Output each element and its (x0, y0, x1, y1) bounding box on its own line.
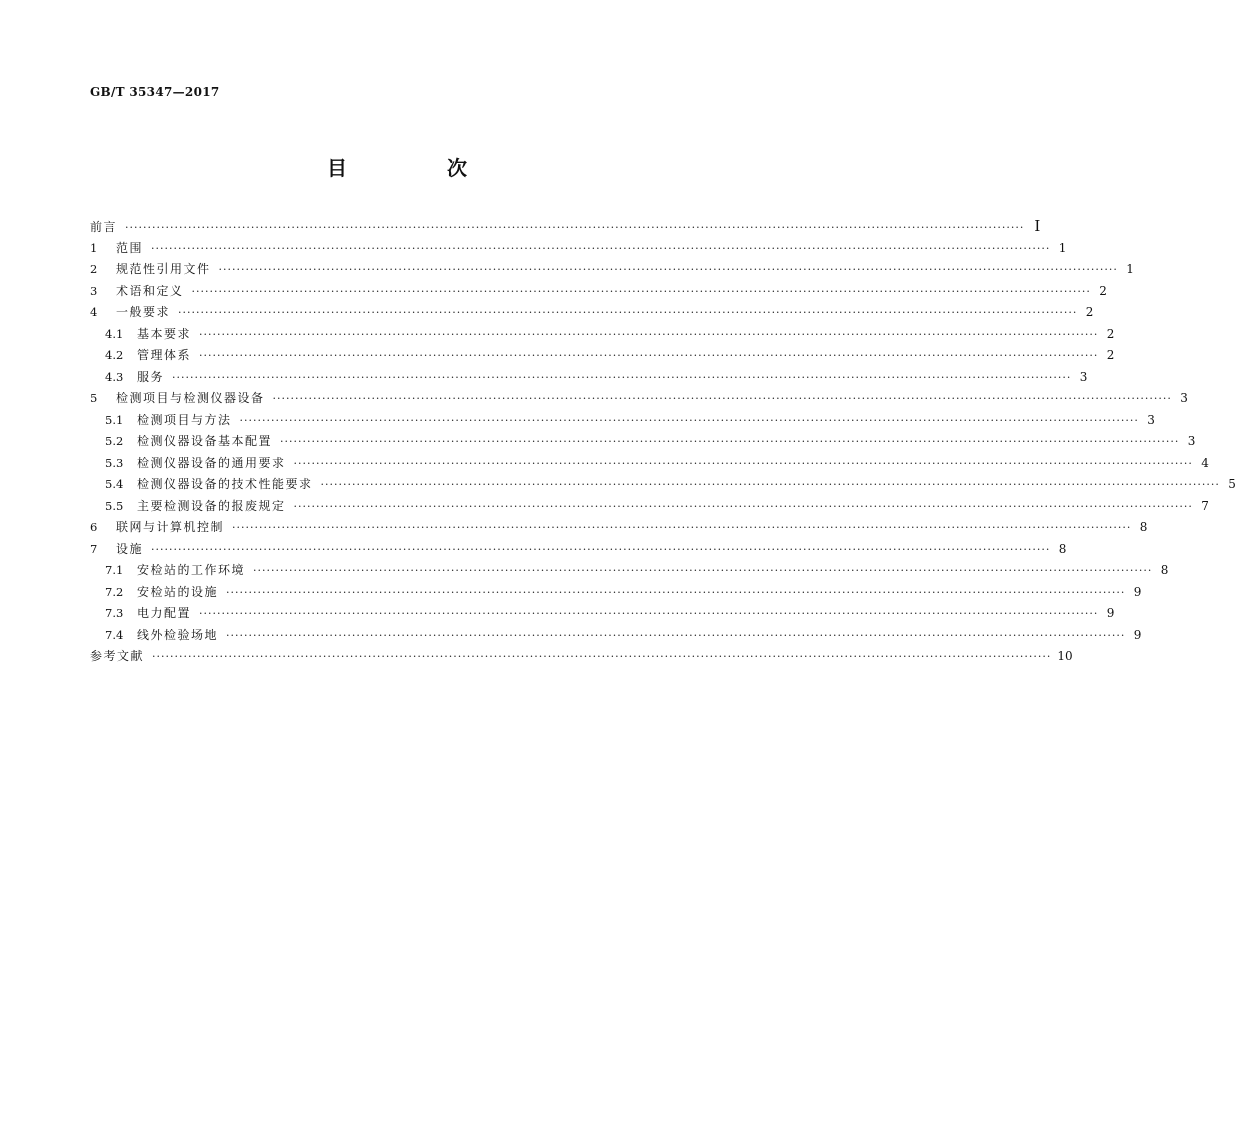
toc-entry-title: 安检站的设施 (137, 584, 219, 599)
toc-entry-title: 设施 (116, 541, 144, 556)
toc-entry-page: 1 (1126, 262, 1134, 276)
leader-dots: ········································································································································································································ (226, 628, 1126, 642)
leader-dots: ········································································································································································································ (199, 349, 1099, 362)
toc-entry[interactable] (90, 474, 1236, 496)
toc-entry-page: 1 (1058, 240, 1067, 255)
toc-entry[interactable] (90, 496, 1209, 518)
toc-entry-page: 3 (1147, 412, 1155, 427)
leader-dots: ········································································································································································································ (151, 542, 1051, 556)
toc-entry-page: 2 (1106, 348, 1115, 362)
toc-entry-number: 5.2 (105, 434, 124, 448)
toc-entry-number: 5.3 (105, 455, 124, 470)
toc-entry[interactable] (90, 367, 1088, 389)
leader-dots: ········································································································································································································ (172, 370, 1072, 384)
leader-dots: ········································································································································································································ (272, 392, 1172, 405)
toc-entry[interactable] (90, 582, 1142, 604)
toc-entry-title: 联网与计算机控制 (116, 520, 225, 534)
leader-dots: ········································································································································································································ (226, 585, 1126, 599)
toc-entry-page: I (1034, 217, 1041, 235)
toc-entry-number: 3 (90, 283, 98, 298)
toc-entry[interactable] (90, 345, 1115, 367)
toc-entry-title: 电力配置 (137, 606, 192, 620)
toc-entry[interactable] (90, 431, 1196, 453)
toc-entry-number: 4.1 (105, 326, 124, 341)
toc-entry-title: 管理体系 (137, 348, 192, 362)
toc-entry-title: 检测项目与方法 (137, 412, 232, 427)
toc-entry[interactable] (90, 281, 1107, 303)
toc-entry-number: 7.2 (105, 584, 124, 599)
toc-entry-page: 2 (1085, 305, 1094, 319)
toc-entry-number: 5.1 (105, 412, 124, 427)
toc-entry[interactable] (90, 625, 1142, 647)
toc-title: 目 次 (327, 156, 507, 180)
toc-entry-page: 10 (1057, 649, 1073, 663)
toc-entry-title: 规范性引用文件 (116, 262, 211, 276)
toc-entry[interactable] (90, 517, 1148, 539)
toc-entry[interactable] (90, 539, 1067, 561)
table-of-contents (90, 216, 1236, 668)
toc-entry[interactable] (90, 259, 1134, 281)
toc-entry[interactable] (90, 603, 1115, 625)
leader-dots: ········································································································································································································ (320, 478, 1220, 491)
toc-entry[interactable] (90, 388, 1188, 410)
toc-entry-title: 检测仪器设备的技术性能要求 (137, 477, 313, 491)
toc-entry-number: 4 (90, 305, 98, 319)
toc-entry-page: 3 (1180, 391, 1188, 405)
toc-entry-number: 7 (90, 541, 98, 556)
toc-entry-page: 8 (1058, 541, 1067, 556)
leader-dots: ········································································································································································································ (125, 221, 1025, 234)
toc-entry-page: 8 (1139, 520, 1148, 534)
toc-entry-title: 术语和定义 (116, 283, 184, 298)
toc-entry-title: 参考文献 (90, 649, 145, 663)
toc-entry-title: 服务 (137, 369, 165, 384)
leader-dots: ········································································································································································································ (199, 607, 1099, 620)
toc-entry-page: 2 (1106, 326, 1115, 341)
toc-entry-page: 7 (1201, 498, 1209, 513)
toc-entry-page: 3 (1079, 369, 1088, 384)
toc-entry[interactable] (90, 302, 1094, 324)
toc-entry-number: 6 (90, 520, 98, 534)
leader-dots: ········································································································································································································ (280, 435, 1180, 448)
leader-dots: ········································································································································································································ (199, 327, 1099, 341)
toc-entry-title: 检测项目与检测仪器设备 (116, 391, 265, 405)
toc-entry-page: 9 (1106, 606, 1115, 620)
toc-entry-number: 5.5 (105, 498, 124, 513)
toc-entry[interactable] (90, 324, 1115, 346)
leader-dots: ········································································································································································································ (293, 456, 1193, 470)
toc-entry[interactable] (90, 410, 1155, 432)
toc-entry-title: 检测仪器设备基本配置 (137, 434, 273, 448)
toc-entry-number: 4.3 (105, 369, 124, 384)
toc-entry-title: 线外检验场地 (137, 627, 219, 642)
toc-entry-page: 2 (1099, 283, 1107, 298)
toc-entry-title: 基本要求 (137, 326, 192, 341)
leader-dots: ········································································································································································································ (293, 499, 1193, 513)
toc-entry-number: 4.2 (105, 348, 124, 362)
toc-entry-number: 2 (90, 262, 98, 276)
toc-entry[interactable] (90, 216, 1041, 238)
leader-dots: ········································································································································································································ (152, 650, 1052, 663)
toc-entry-page: 8 (1160, 563, 1169, 577)
toc-entry-page: 5 (1228, 477, 1236, 491)
toc-entry[interactable] (90, 560, 1169, 582)
leader-dots: ········································································································································································································ (232, 521, 1132, 534)
toc-entry-page: 3 (1187, 434, 1196, 448)
toc-entry-title: 检测仪器设备的通用要求 (137, 455, 286, 470)
toc-entry-number: 5.4 (105, 477, 124, 491)
toc-entry-number: 5 (90, 391, 98, 405)
leader-dots: ········································································································································································································ (178, 306, 1078, 319)
toc-entry-title: 主要检测设备的报废规定 (137, 498, 286, 513)
leader-dots: ········································································································································································································ (239, 413, 1139, 427)
toc-entry-title: 范围 (116, 240, 144, 255)
toc-entry[interactable] (90, 646, 1073, 668)
leader-dots: ········································································································································································································ (151, 241, 1051, 255)
toc-entry-title: 前言 (90, 220, 118, 234)
leader-dots: ········································································································································································································ (218, 263, 1118, 276)
toc-entry-number: 7.4 (105, 627, 124, 642)
toc-entry[interactable] (90, 238, 1067, 260)
toc-entry-page: 9 (1133, 627, 1142, 642)
toc-entry-page: 9 (1133, 584, 1142, 599)
leader-dots: ········································································································································································································ (253, 564, 1153, 577)
standard-code: GB/T 35347—2017 (90, 85, 220, 99)
toc-entry-page: 4 (1201, 455, 1209, 470)
toc-entry-number: 1 (90, 240, 98, 255)
toc-entry[interactable] (90, 453, 1209, 475)
toc-entry-number: 7.1 (105, 563, 124, 577)
toc-entry-number: 7.3 (105, 606, 124, 620)
leader-dots: ········································································································································································································ (191, 284, 1091, 298)
toc-entry-title: 安检站的工作环境 (137, 563, 246, 577)
toc-entry-title: 一般要求 (116, 305, 171, 319)
